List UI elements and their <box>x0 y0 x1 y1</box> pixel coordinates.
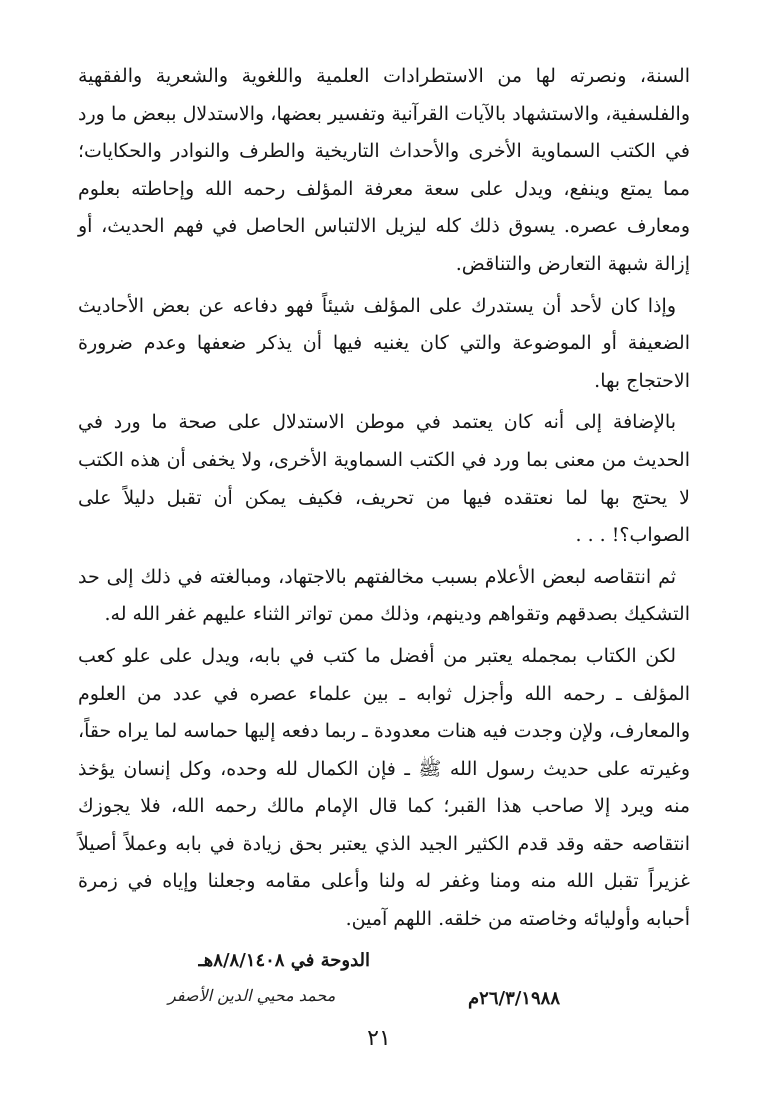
paragraph-5: لكن الكتاب بمجمله يعتبر من أفضل ما كتب في بابه، ويدل على علو كعب المؤلف ـ رحمه الله وأجزل ثوابه ـ بين علماء عصره في عدد من العلوم والمعارف، ولإن وجدت فيه هنات معدودة ـ ربما دفعه إليها حماسه لما يراه حقاً، وغيرته على حديث رسول الله ﷺ ـ فإن الكمال لله وحده، وكل إنسان يؤخذ منه ويرد إلا صاحب هذا القبر؛ كما قال الإمام مالك رحمه الله، فلا يجوزك انتقاصه حقه وقد قدم الكثير الجيد الذي يعتبر بحق زيادة في بابه وعملاً أصيلاً غزيراً تقبل الله منه ومنا وغفر له ولنا وأعلى مقامه وجعلنا وإياه في زمرة أحبابه وأوليائه وخاصته من خلقه. اللهم آمين. <box>78 644 690 931</box>
hijri-date: الدوحة في ٨/٨/١٤٠٨هـ <box>198 950 370 971</box>
author-signature: محمد محيي الدين الأصفر <box>168 986 336 1005</box>
gregorian-date: ٢٦/٣/١٩٨٨م <box>468 988 560 1009</box>
page-number: ٢١ <box>367 1026 391 1051</box>
paragraph-2: وإذا كان لأحد أن يستدرك على المؤلف شيئاً فهو دفاعه عن بعض الأحاديث الضعيفة أو الموضوعة والتي كان يغنيه فيها أن يذكر ضعفها وعدم ضرورة الاحتجاج بها. <box>78 294 690 392</box>
paragraph-4: ثم انتقاصه لبعض الأعلام بسبب مخالفتهم بالاجتهاد، ومبالغته في ذلك إلى حد التشكيك بصدقهم وتقواهم ودينهم، وذلك ممن تواتر الثناء عليهم غفر الله له. <box>78 565 690 626</box>
paragraph-1: السنة، ونصرته لها من الاستطرادات العلمية واللغوية والشعرية والفقهية والفلسفية، والاستشهاد بالآيات القرآنية وتفسير بعضها، والاستدلال ببعض ما ورد في الكتب السماوية الأخرى والأحداث التاريخية والطرف والنوادر والحكايات؛ مما يمتع وينفع، ويدل على سعة معرفة المؤلف رحمه الله وإحاطته بعلوم ومعارف عصره. يسوق ذلك كله ليزيل الالتباس الحاصل في فهم الحديث، أو إزالة شبهة التعارض والتناقض. <box>78 65 690 275</box>
paragraph-3: بالإضافة إلى أنه كان يعتمد في موطن الاستدلال على صحة ما ورد في الحديث من معنى بما ورد في الكتب السماوية الأخرى، ولا يخفى أن هذه الكتب لا يحتج بها لما نعتقده فيها من تحريف، فكيف يمكن أن تقبل دليلاً على الصواب؟! . . . <box>78 411 690 547</box>
body-text <box>78 58 690 943</box>
